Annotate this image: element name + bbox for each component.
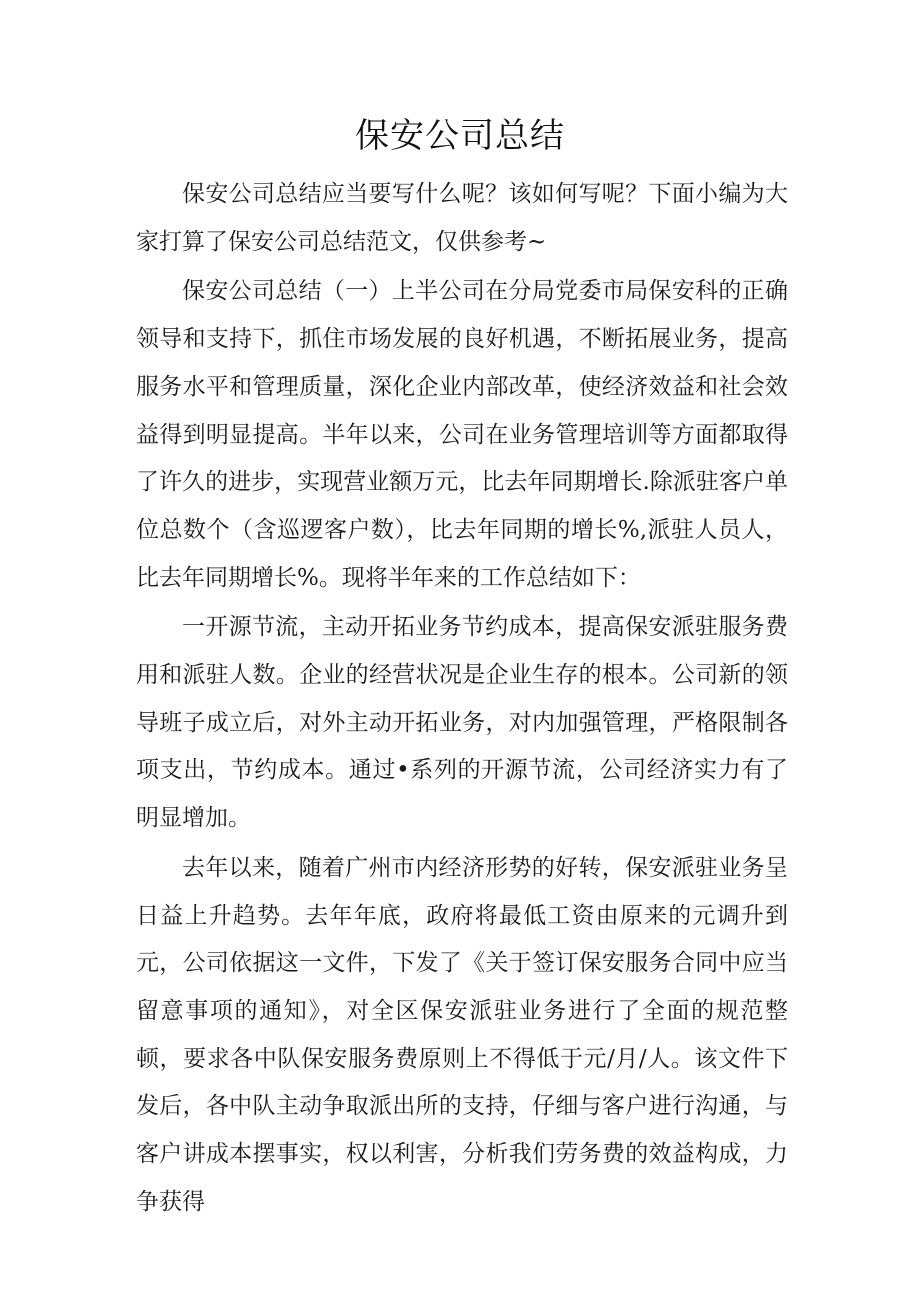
document-body bbox=[136, 171, 788, 1226]
document-title: 保安公司总结 bbox=[355, 116, 565, 156]
paragraph-intro: 保安公司总结应当要写什么呢？该如何写呢？下面小编为大家打算了保安公司总结范文，仅供参考~ bbox=[136, 181, 788, 255]
paragraph-summary: 保安公司总结（一）上半公司在分局党委市局保安科的正确领导和支持下，抓住市场发展的良好机遇，不断拓展业务，提高服务水平和管理质量，深化企业内部改革，使经济效益和社会效益得到明显提高。半年以来，公司在业务管理培训等方面都取得了许久的进步，实现营业额万元，比去年同期增长.除派驻客户单位总数个（含巡逻客户数），比去年同期的增长%,派驻人员人，比去年同期增长%。现将半年来的工作总结如下： bbox=[136, 278, 788, 591]
paragraph-market-trend: 去年以来，随着广州市内经济形势的好转，保安派驻业务呈日益上升趋势。去年年底，政府将最低工资由原来的元调升到元，公司依据这一文件，下发了《关于签订保安服务合同中应当留意事项的通知》，对全区保安派驻业务进行了全面的规范整顿，要求各中队保安服务费原则上不得低于元/月/人。该文件下发后，各中队主动争取派出所的支持，仔细与客户进行沟通，与客户讲成本摆事实，权以利害，分析我们劳务费的效益构成，力争获得 bbox=[136, 854, 788, 1215]
paragraph-open-source: 一开源节流，主动开拓业务节约成本，提高保安派驻服务费用和派驻人数。企业的经营状况是企业生存的根本。公司新的领导班子成立后，对外主动开拓业务，对内加强管理，严格限制各项支出，节约成本。通过•系列的开源节流，公司经济实力有了明显增加。 bbox=[136, 614, 788, 832]
